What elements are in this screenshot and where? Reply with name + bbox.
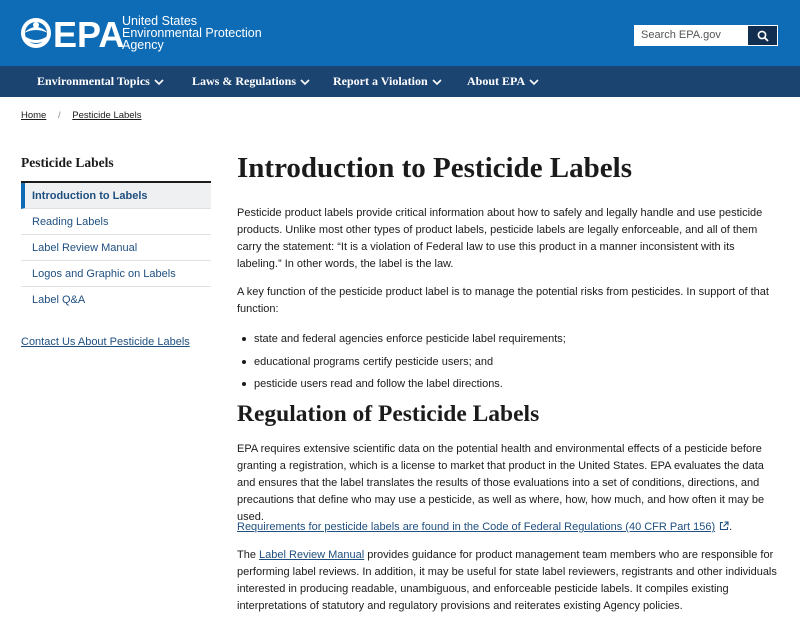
nav-environmental-topics[interactable] <box>37 66 164 97</box>
nav-label: Laws & Regulations <box>192 74 297 88</box>
page-title: Introduction to Pesticide Labels <box>237 152 632 184</box>
site-header <box>0 0 800 66</box>
chevron-down-icon <box>154 79 164 86</box>
label-review-manual-link[interactable]: Label Review Manual <box>259 549 365 561</box>
regulation-heading: Regulation of Pesticide Labels <box>237 401 540 427</box>
cfr-suffix: . <box>729 521 733 533</box>
sidebar-item-introduction[interactable]: Introduction to Labels <box>21 183 211 209</box>
sidebar-item-label-review-manual[interactable]: Label Review Manual <box>21 235 211 261</box>
search-input[interactable]: Search EPA.gov <box>634 25 747 46</box>
cfr-link[interactable]: Requirements for pesticide labels are found in the Code of Federal Regulations (40 CFR Part 156) <box>237 521 716 533</box>
search-icon <box>757 30 769 42</box>
agency-line: Environmental Protection <box>122 26 262 40</box>
list-item: educational programs certify pesticide users; and <box>240 351 566 374</box>
agency-line: Agency <box>122 38 164 52</box>
function-list <box>240 328 566 396</box>
sidebar-title: Pesticide Labels <box>21 155 114 170</box>
breadcrumb <box>21 110 141 121</box>
sidebar-item-reading-labels[interactable]: Reading Labels <box>21 209 211 235</box>
breadcrumb-current-link[interactable]: Pesticide Labels <box>72 110 142 121</box>
manual-paragraph <box>237 547 782 615</box>
list-item: state and federal agencies enforce pesticide label requirements; <box>240 328 566 351</box>
svg-text:EPA: EPA <box>53 14 125 53</box>
agency-name <box>122 15 262 51</box>
cfr-paragraph <box>237 519 782 536</box>
nav-label: About EPA <box>467 74 526 88</box>
main-nav <box>0 66 800 97</box>
nav-label: Environmental Topics <box>37 74 150 88</box>
search-button[interactable] <box>747 25 778 46</box>
sidebar-item-label-qa[interactable]: Label Q&A <box>32 294 86 306</box>
regulation-paragraph: EPA requires extensive scientific data on the potential health and environmental effects of a pesticide before granting a registration, which is a license to market that product in the United States. EPA evaluates the data and ensures that the label translates the results of those evaluations into a set of conditions, directions, and precautions that define who may use a pesticide, as well as where, how, how much, and how often it may be used. <box>237 443 765 523</box>
manual-prefix: The <box>237 549 256 561</box>
external-link-icon <box>719 521 729 531</box>
function-paragraph: A key function of the pesticide product label is to manage the potential risks from pesticides. In support of that function: <box>237 286 769 315</box>
intro-paragraph: Pesticide product labels provide critical information about how to safely and legally handle and use pesticide products. Unlike most other types of product labels, pesticide labels are legally enforceable, and all of them carry the statement: “It is a violation of Federal law to use this product in a manner inconsistent with its labeling.” In other words, the label is the law. <box>237 207 763 270</box>
breadcrumb-separator: / <box>57 110 61 121</box>
breadcrumb-home-link[interactable]: Home <box>21 110 47 121</box>
chevron-down-icon <box>432 79 442 86</box>
nav-label: Report a Violation <box>333 74 428 88</box>
chevron-down-icon <box>300 79 310 86</box>
nav-laws-regulations[interactable] <box>192 66 310 97</box>
list-item: pesticide users read and follow the label directions. <box>240 373 566 396</box>
contact-us-link[interactable]: Contact Us About Pesticide Labels <box>21 336 190 348</box>
nav-report-violation[interactable] <box>333 66 442 97</box>
sidebar-item-logos-graphic[interactable]: Logos and Graphic on Labels <box>21 261 211 287</box>
manual-text: provides guidance for product management team members who are responsible for performing label reviews. In addition, it may be useful for state label reviewers, registrants and other individuals interested in producing readable, unambiguous, and enforceable pesticide labels. It compiles existing interpretations of statutory and regulatory provisions and reiterates existing Agency policies. <box>237 549 777 612</box>
nav-about-epa[interactable] <box>467 66 539 97</box>
agency-line: United States <box>122 14 198 28</box>
chevron-down-icon <box>529 79 539 86</box>
